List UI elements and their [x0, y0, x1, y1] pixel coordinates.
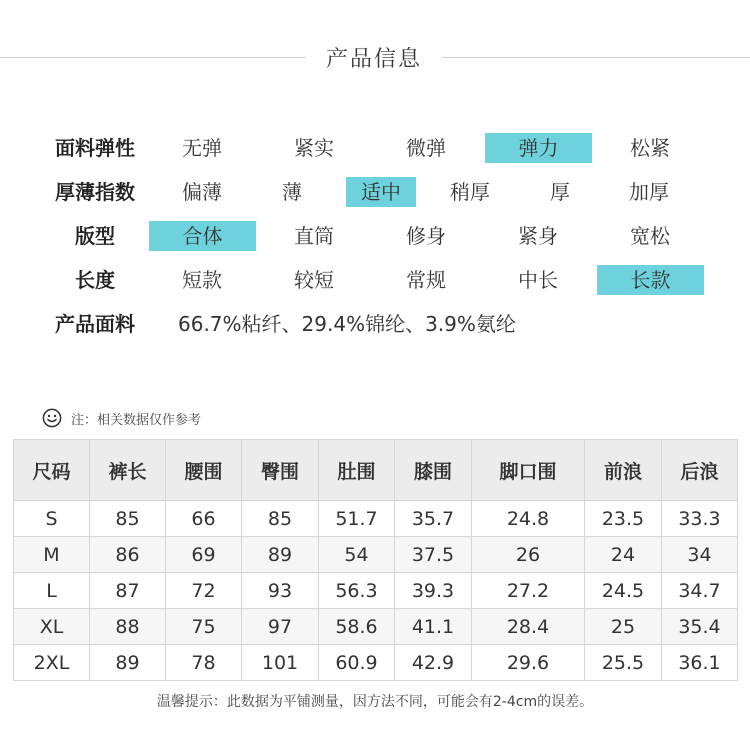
- table-cell: M: [14, 537, 90, 573]
- header-line-left: [0, 57, 306, 58]
- table-cell: 66: [166, 501, 242, 537]
- table-cell: 29.6: [472, 645, 585, 681]
- column-header: 尺码: [14, 440, 90, 501]
- table-cell: 35.4: [662, 609, 738, 645]
- note-text: 注：相关数据仅作参考: [71, 412, 202, 428]
- attr-row-elasticity: [0, 133, 750, 163]
- table-row: [14, 501, 738, 537]
- fabric-composition: 66.7%粘纤、29.4%锦纶、3.9%氨纶: [178, 312, 516, 336]
- table-cell: 72: [166, 573, 242, 609]
- attr-option-selected: 长款: [597, 265, 704, 295]
- attr-option: 松紧: [630, 136, 670, 160]
- table-cell: 85: [90, 501, 166, 537]
- table-row: [14, 537, 738, 573]
- table-cell: 33.3: [662, 501, 738, 537]
- column-header: 后浪: [662, 440, 738, 501]
- table-cell: 42.9: [395, 645, 472, 681]
- attr-option: 微弹: [406, 136, 446, 160]
- attr-row-fit: [0, 221, 750, 251]
- table-cell: L: [14, 573, 90, 609]
- table-cell: 2XL: [14, 645, 90, 681]
- table-row: [14, 609, 738, 645]
- table-cell: 87: [90, 573, 166, 609]
- table-cell: 37.5: [395, 537, 472, 573]
- column-header: 前浪: [585, 440, 662, 501]
- attr-option: 宽松: [630, 224, 670, 248]
- attr-label: 版型: [75, 224, 115, 248]
- attr-option: 稍厚: [450, 180, 490, 204]
- column-header: 臀围: [242, 440, 319, 501]
- table-cell: 28.4: [472, 609, 585, 645]
- table-cell: 69: [166, 537, 242, 573]
- attr-label: 长度: [75, 268, 115, 292]
- table-cell: 24.8: [472, 501, 585, 537]
- table-cell: 54: [319, 537, 395, 573]
- table-cell: 97: [242, 609, 319, 645]
- table-cell: 56.3: [319, 573, 395, 609]
- table-cell: 86: [90, 537, 166, 573]
- table-cell: 41.1: [395, 609, 472, 645]
- attr-option: 较短: [294, 268, 334, 292]
- attr-option: 偏薄: [182, 180, 222, 204]
- table-cell: 24: [585, 537, 662, 573]
- table-cell: XL: [14, 609, 90, 645]
- table-row: [14, 573, 738, 609]
- column-header: 脚口围: [472, 440, 585, 501]
- table-cell: 34: [662, 537, 738, 573]
- attr-label: 面料弹性: [55, 136, 135, 160]
- attr-label: 厚薄指数: [55, 180, 135, 204]
- column-header: 膝围: [395, 440, 472, 501]
- table-cell: 27.2: [472, 573, 585, 609]
- header-line-right: [442, 57, 750, 58]
- attr-option: 中长: [518, 268, 558, 292]
- measurement-disclaimer: 温馨提示：此数据为平铺测量，因方法不同，可能会有2-4cm的误差。: [156, 694, 594, 710]
- attr-row-fabric: [0, 309, 750, 339]
- attr-option: 厚: [550, 180, 570, 204]
- table-cell: 60.9: [319, 645, 395, 681]
- reference-note: [42, 407, 201, 429]
- smile-icon: [42, 408, 62, 428]
- table-cell: 36.1: [662, 645, 738, 681]
- attr-option: 常规: [406, 268, 446, 292]
- table-cell: 25.5: [585, 645, 662, 681]
- table-row: [14, 645, 738, 681]
- attr-option: 直筒: [294, 224, 334, 248]
- attr-option: 修身: [406, 224, 446, 248]
- attr-option: 紧身: [518, 224, 558, 248]
- table-cell: 24.5: [585, 573, 662, 609]
- table-header-row: [14, 440, 738, 501]
- page-title: 产品信息: [325, 47, 422, 72]
- attr-option-selected: 适中: [346, 177, 416, 207]
- table-cell: 23.5: [585, 501, 662, 537]
- attr-row-length: [0, 265, 750, 295]
- table-cell: 35.7: [395, 501, 472, 537]
- attr-option-selected: 合体: [149, 221, 256, 251]
- attr-option-selected: 弹力: [485, 133, 592, 163]
- table-cell: 88: [90, 609, 166, 645]
- table-cell: 85: [242, 501, 319, 537]
- attr-row-thickness: [0, 177, 750, 207]
- size-table: [13, 439, 738, 681]
- table-cell: S: [14, 501, 90, 537]
- attr-label: 产品面料: [55, 312, 135, 336]
- table-cell: 26: [472, 537, 585, 573]
- table-cell: 34.7: [662, 573, 738, 609]
- table-cell: 93: [242, 573, 319, 609]
- attr-option: 薄: [282, 180, 302, 204]
- table-cell: 58.6: [319, 609, 395, 645]
- table-cell: 51.7: [319, 501, 395, 537]
- column-header: 腰围: [166, 440, 242, 501]
- attr-option: 加厚: [629, 180, 669, 204]
- table-cell: 101: [242, 645, 319, 681]
- attr-option: 紧实: [294, 136, 334, 160]
- table-cell: 89: [90, 645, 166, 681]
- column-header: 肚围: [319, 440, 395, 501]
- table-cell: 75: [166, 609, 242, 645]
- table-cell: 89: [242, 537, 319, 573]
- column-header: 裤长: [90, 440, 166, 501]
- table-cell: 39.3: [395, 573, 472, 609]
- table-cell: 78: [166, 645, 242, 681]
- attr-option: 无弹: [182, 136, 222, 160]
- attr-option: 短款: [182, 268, 222, 292]
- table-cell: 25: [585, 609, 662, 645]
